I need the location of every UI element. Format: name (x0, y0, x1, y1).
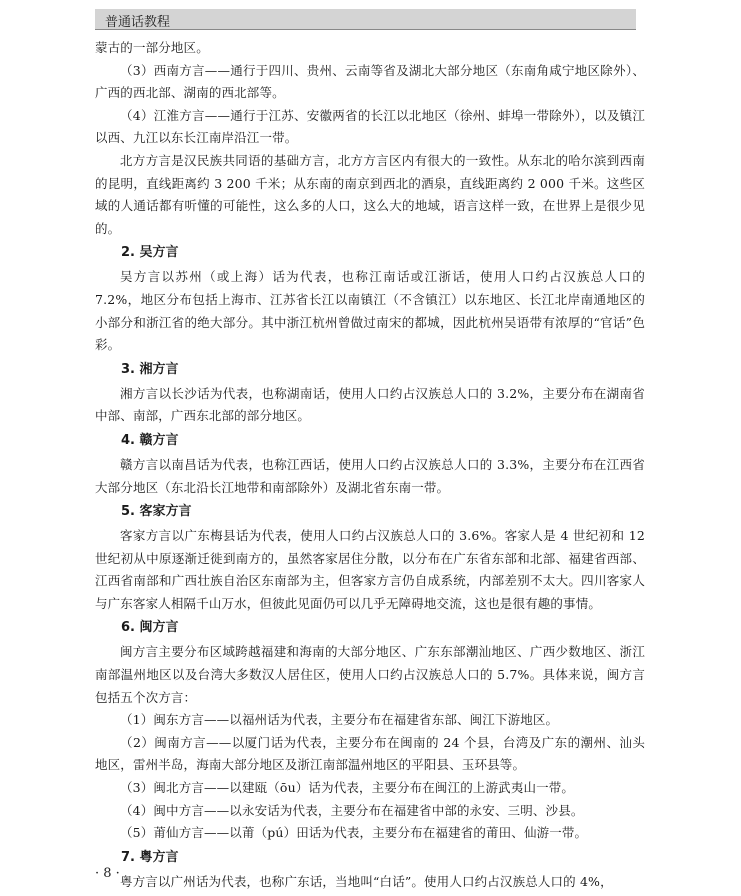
section-heading-hakka: 5. 客家方言 (121, 504, 192, 520)
list-item: （2）闽南方言——以厦门话为代表，主要分布在闽南的 24 个县，台湾及广东的潮州、汕头地区，雷州半岛，海南大部分地区及浙江南部温州地区的平阳县、玉环县等。 (95, 734, 645, 773)
running-header-bar (95, 9, 636, 30)
paragraph: 北方方言是汉民族共同语的基础方言，北方方言区内有很大的一致性。从东北的哈尔滨到西南的昆明，直线距离约 3 200 千米；从东南的南京到西北的酒泉，直线距离约 2 000 千米。这些区域的人通话都有听懂的可能性，这么多的人口，这么大的地域，语言这样一致，在世界上是很少见的。 (95, 152, 645, 236)
list-item: （5）莆仙方言——以莆（pú）田话为代表，主要分布在福建省的莆田、仙游一带。 (120, 825, 588, 841)
paragraph: 赣方言以南昌话为代表，也称江西话，使用人口约占汉族总人口的 3.3%，主要分布在江西省大部分地区（东北沿长江地带和南部除外）及湖北省东南一带。 (95, 456, 645, 495)
section-heading-gan: 4. 赣方言 (121, 432, 179, 448)
running-header-title: 普通话教程 (105, 15, 171, 30)
list-item: （3）闽北方言——以建瓯（ōu）话为代表，主要分布在闽江的上游武夷山一带。 (120, 780, 575, 796)
paragraph: 湘方言以长沙话为代表，也称湖南话，使用人口约占汉族总人口的 3.2%，主要分布在湖南省中部、南部，广西东北部的部分地区。 (95, 385, 645, 424)
paragraph: 蒙古的一部分地区。 (95, 40, 209, 55)
page-body (95, 37, 645, 893)
section-heading-yue: 7. 粤方言 (121, 849, 179, 865)
paragraph: 闽方言主要分布区域跨越福建和海南的大部分地区、广东东部潮汕地区、广西少数地区、浙江南部温州地区以及台湾大多数汉人居住区，使用人口约占汉族总人口的 5.7%。具体来说，闽方言包括五个次方言： (95, 644, 645, 705)
list-item: （4）江淮方言——通行于江苏、安徽两省的长江以北地区（徐州、蚌埠一带除外），以及镇江以西、九江以东长江南岸沿江一带。 (95, 107, 645, 146)
paragraph: 粤方言以广州话为代表，也称广东话，当地叫“白话”。使用人口约占汉族总人口的 4%， (120, 873, 613, 889)
paragraph: 客家方言以广东梅县话为代表，使用人口约占汉族总人口的 3.6%。客家人是 4 世纪初和 12 世纪初从中原逐渐迁徙到南方的，虽然客家居住分散，以分布在广东省东部和北部、福建省西部、江西省南部和广西壮族自治区东南部为主，但客家方言仍自成系统，内部差别不太大。四川客家人与广东客家人相隔千山万水，但彼此见面仍可以几乎无障碍地交流，这也是很有趣的事情。 (95, 528, 645, 611)
list-item: （3）西南方言——通行于四川、贵州、云南等省及湖北大部分地区（东南角咸宁地区除外）、广西的西北部、湖南的西北部等。 (95, 62, 645, 101)
section-heading-xiang: 3. 湘方言 (121, 361, 179, 377)
paragraph: 吴方言以苏州（或上海）话为代表，也称江南话或江浙话，使用人口约占汉族总人口的 7.2%，地区分布包括上海市、江苏省长江以南镇江（不含镇江）以东地区、长江北岸南通地区的小部分和浙江省的绝大部分。其中浙江杭州曾做过南宋的都城，因此杭州吴语带有浓厚的“官话”色彩。 (95, 269, 645, 353)
list-item: （1）闽东方言——以福州话为代表，主要分布在福建省东部、闽江下游地区。 (120, 712, 559, 728)
list-item: （4）闽中方言——以永安话为代表，主要分布在福建省中部的永安、三明、沙县。 (120, 802, 584, 818)
section-heading-wu: 2. 吴方言 (121, 245, 179, 261)
page-number: · 8 · (95, 866, 120, 881)
section-heading-min: 6. 闽方言 (121, 620, 179, 636)
